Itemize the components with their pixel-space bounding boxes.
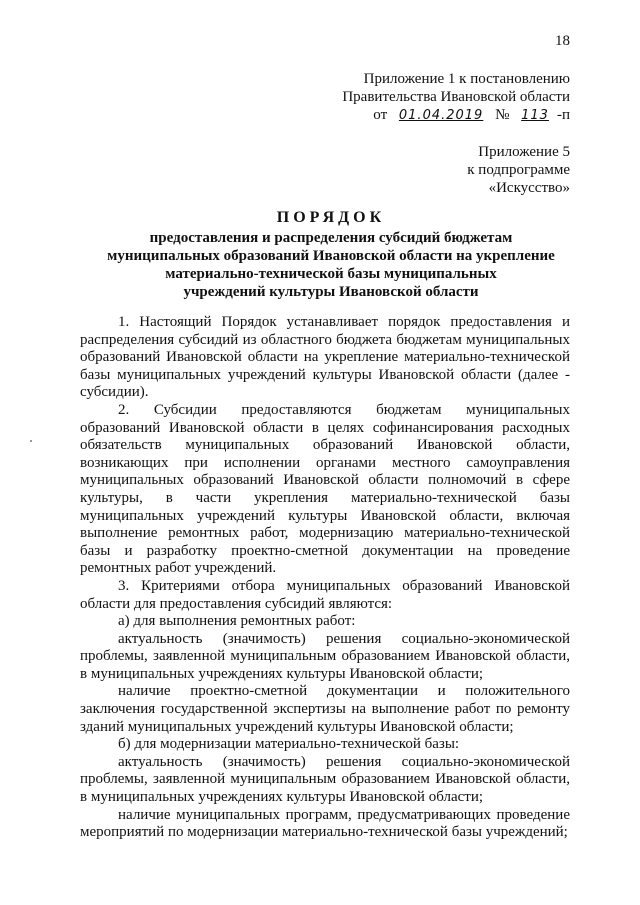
handwritten-number: 113 xyxy=(521,108,549,123)
appendix-1-line2: Правительства Ивановской области xyxy=(342,89,570,105)
appendix-1-date-line xyxy=(342,106,570,125)
subtitle-line: муниципальных образований Ивановской области на укрепление xyxy=(107,248,555,264)
paragraph-1: 1. Настоящий Порядок устанавливает порядок предоставления и распределения субсидий из областного бюджета бюджетам муниципальных образований Ивановской области на укрепление материально-технической базы муниципальных учреждений культуры Ивановской области (далее - субсидии). xyxy=(80,314,570,401)
handwritten-date: 01.04.2019 xyxy=(398,108,484,123)
number-label: № xyxy=(495,107,510,123)
appendix-5-block xyxy=(467,143,570,197)
paragraph-2: 2. Субсидии предоставляются бюджетам муниципальных образований Ивановской области в целях софинансирования расходных обязательств муниципальных образований Ивановской области, возникающих при исполнении органами местного самоуправления муниципальных образований Ивановской области полномочий в сфере культуры, в части укрепления материально-технической базы муниципальных учреждений культуры Ивановской области, включая выполнение ремонтных работ, модернизацию материально-технической базы и разработку проектно-сметной документации на проведение ремонтных работ учреждений. xyxy=(80,401,570,577)
appendix-5-line2: к подпрограмме xyxy=(467,162,570,178)
criteria-a-heading: а) для выполнения ремонтных работ: xyxy=(118,613,356,630)
criteria-b-heading: б) для модернизации материально-технической базы: xyxy=(118,736,460,753)
appendix-5-line1: Приложение 5 xyxy=(478,144,570,160)
subtitle-line: материально-технической базы муниципальных xyxy=(165,266,497,282)
document-body xyxy=(80,314,570,842)
document-title: ПОРЯДОК xyxy=(276,209,386,226)
criteria-b-item-2: наличие муниципальных программ, предусматривающих проведение мероприятий по модернизации материально-технической базы учреждений; xyxy=(80,806,570,841)
appendix-1-line1: Приложение 1 к постановлению xyxy=(363,71,570,87)
page-number: 18 xyxy=(555,33,570,49)
from-label: от xyxy=(373,107,388,123)
subtitle-line: учреждений культуры Ивановской области xyxy=(183,284,479,300)
criteria-b-item-1: актуальность (значимость) решения социально-экономической проблемы, заявленной муниципальным образованием Ивановской области, в муниципальных учреждениях культуры Ивановской области; xyxy=(80,753,570,806)
subtitle-line: предоставления и распределения субсидий бюджетам xyxy=(149,230,513,246)
criteria-a-item-2: наличие проектно-сметной документации и положительного заключения государственной экспертизы на выполнение работ по ремонту зданий муниципальных учреждений культуры Ивановской области; xyxy=(80,683,570,735)
criteria-a-item-1: актуальность (значимость) решения социально-экономической проблемы, заявленной муниципальным образованием Ивановской области, в муниципальных учреждениях культуры Ивановской области; xyxy=(80,630,570,682)
scan-speck xyxy=(30,440,32,442)
paragraph-3: 3. Критериями отбора муниципальных образований Ивановской области для предоставления субсидий являются: xyxy=(80,577,570,612)
appendix-1-block xyxy=(342,70,570,125)
appendix-5-line3: «Искусство» xyxy=(488,180,570,196)
document-subtitle xyxy=(86,229,576,301)
number-suffix: -п xyxy=(556,107,570,123)
